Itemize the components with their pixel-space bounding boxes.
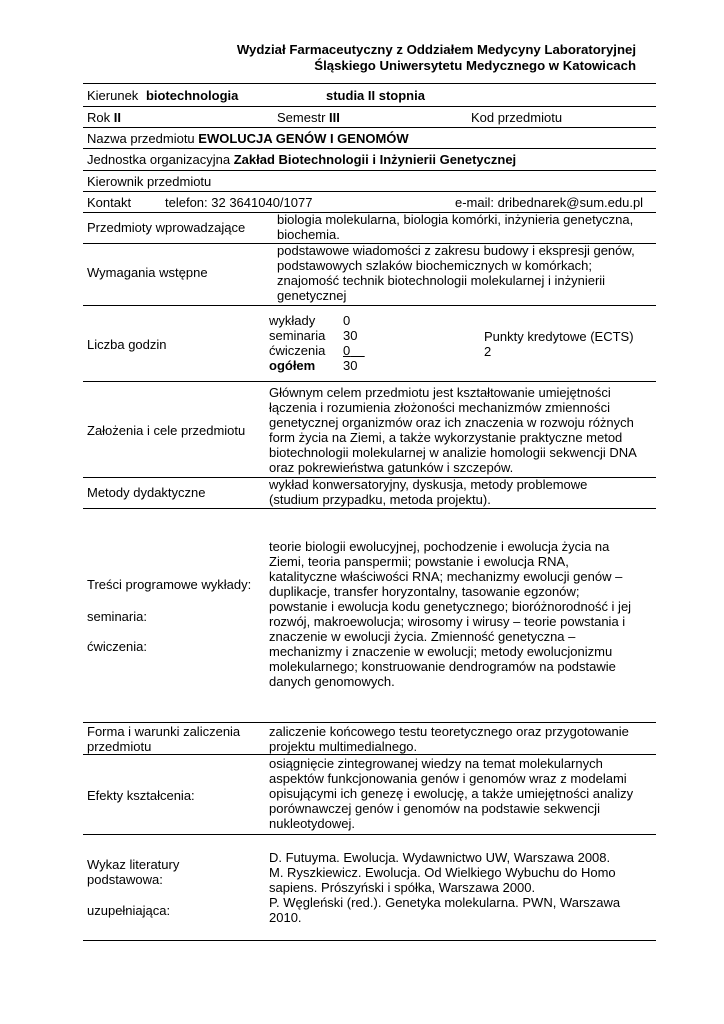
rule <box>83 305 656 306</box>
jednostka-label: Jednostka organizacyjna <box>87 152 231 167</box>
rule <box>83 508 656 509</box>
wymagania-text <box>277 243 635 303</box>
text-line: (studium przypadku, metoda projektu). <box>269 492 491 507</box>
text-line: biotechnologii molekularnej w analizie homologii sekwencji DNA <box>269 445 637 460</box>
rule <box>83 722 656 723</box>
forma-label <box>87 724 240 754</box>
text-line: biologia molekularna, biologia komórki, inżynieria genetyczna, <box>277 212 634 227</box>
text-line: wykład konwersatoryjny, dyskusja, metody problemowe <box>269 477 588 492</box>
rule <box>83 170 656 171</box>
ects <box>484 329 634 359</box>
text-line: znajomość technik biotechnologii molekularnej i inżynierii <box>277 273 606 288</box>
study-level: studia II stopnia <box>326 88 425 103</box>
text-line: podstawowe wiadomości z zakresu budowy i ekspresji genów, <box>277 243 635 258</box>
literatura-uzupelniajaca-label: uzupełniająca: <box>87 903 171 918</box>
text-line: molekularnego; konstruowanie dendrogramów na podstawie <box>269 659 616 674</box>
text-line: znaczenie w ewolucji życia. Zmienność genetyczna – <box>269 629 576 644</box>
label-line: przedmiotu <box>87 739 152 754</box>
kontakt-email: e-mail: dribednarek@sum.edu.pl <box>455 195 644 210</box>
rule <box>83 381 656 382</box>
kierunek-row <box>87 88 238 103</box>
reference-line: M. Ryszkiewicz. Ewolucja. Od Wielkiego Wybuchu do Homo <box>269 865 616 880</box>
text-line: Głównym celem przedmiotu jest kształtowanie umiejętności <box>269 385 611 400</box>
text-line: podstawowych szlaków biochemicznych w komórkach; <box>277 258 593 273</box>
rule <box>83 191 656 192</box>
godziny-label: Liczba godzin <box>87 337 167 352</box>
tresci-label-seminaria: seminaria: <box>87 609 147 624</box>
text-line: danych genomowych. <box>269 674 395 689</box>
rule <box>83 148 656 149</box>
zalozenia-text <box>269 385 637 475</box>
ects-value: 2 <box>484 344 492 359</box>
metody-label: Metody dydaktyczne <box>87 485 206 500</box>
nazwa-row <box>87 131 409 146</box>
rule <box>83 754 656 755</box>
reference-line: 2010. <box>269 910 302 925</box>
label-line: Forma i warunki zaliczenia <box>87 724 241 739</box>
jednostka-row <box>87 152 516 167</box>
label-line: Wykaz literatury <box>87 857 180 872</box>
faculty-name: Wydział Farmaceutyczny z Oddziałem Medycyny Laboratoryjnej <box>236 42 636 57</box>
wprowadzajace-label: Przedmioty wprowadzające <box>87 220 246 235</box>
text-line: genetycznej <box>277 288 347 303</box>
text-line: opisującymi ich genezę i ewolucję, a także umiejętności analizy <box>269 786 634 801</box>
tresci-label-wyklady: Treści programowe wykłady: <box>87 577 252 592</box>
literatura-label <box>87 857 179 887</box>
text-line: aspektów funkcjonowania genów i genomów wraz z modelami <box>269 771 627 786</box>
reference-line: sapiens. Prószyński i spółka, Warszawa 2000. <box>269 880 536 895</box>
text-line: duplikacje, transfer horyzontalny, tasowanie egzonów; <box>269 584 580 599</box>
label-line: podstawowa: <box>87 872 163 887</box>
kierownik-label: Kierownik przedmiotu <box>87 174 212 189</box>
text-line: form życia na Ziemi, a także wykorzystanie praktyczne metod <box>269 430 623 445</box>
semestr-row <box>277 110 340 125</box>
kontakt-phone: telefon: 32 3641040/1077 <box>165 195 313 210</box>
rule <box>83 127 656 128</box>
kierunek-label: Kierunek <box>87 88 139 103</box>
rok-row <box>87 110 121 125</box>
metody-text <box>269 477 587 507</box>
text-line: teorie biologii ewolucyjnej, pochodzenie i ewolucja życia na <box>269 539 610 554</box>
text-line: biochemia. <box>277 227 340 242</box>
semestr-label: Semestr <box>277 110 326 125</box>
nazwa-value: EWOLUCJA GENÓW I GENOMÓW <box>198 131 409 146</box>
wprowadzajace-text <box>277 212 633 242</box>
jednostka-value: Zakład Biotechnologii i Inżynierii Genetycznej <box>233 152 517 167</box>
text-line: genetycznej organizmów oraz ich znaczenia w rozwoju różnych <box>269 415 634 430</box>
tresci-label-cwiczenia: ćwiczenia: <box>87 639 147 654</box>
literatura-text <box>269 850 620 925</box>
text-line: oraz pokrewieństwa gatunków i szczepów. <box>269 460 514 475</box>
rok-label: Rok <box>87 110 111 125</box>
text-line: nukleotydowej. <box>269 816 355 831</box>
kod-label: Kod przedmiotu <box>471 110 563 125</box>
forma-text <box>269 724 629 754</box>
reference-line: P. Węgleński (red.). Genetyka molekularna. PWN, Warszawa <box>269 895 621 910</box>
tresci-text <box>269 539 631 689</box>
hours-table <box>269 313 365 373</box>
kierunek-value: biotechnologia <box>145 88 239 103</box>
hours-cwiczenia: ćwiczenia 0 <box>269 343 351 358</box>
rok-value: II <box>113 110 121 125</box>
efekty-text <box>269 756 633 831</box>
reference-line: D. Futuyma. Ewolucja. Wydawnictwo UW, Warszawa 2008. <box>269 850 611 865</box>
rule <box>83 940 656 941</box>
text-line: rozwój, makroewolucja; wirosomy i wirusy – teorie powstania i <box>269 614 626 629</box>
text-line: katalityczne właściwości RNA; mechanizmy ewolucji genów – <box>269 569 623 584</box>
university-name: Śląskiego Uniwersytetu Medycznego w Katowicach <box>314 58 636 73</box>
hours-wyklady: wykłady 0 <box>269 313 351 328</box>
text-line: projektu multimedialnego. <box>269 739 418 754</box>
zalozenia-label: Założenia i cele przedmiotu <box>87 423 246 438</box>
text-line: zaliczenie końcowego testu teoretycznego oraz przygotowanie <box>269 724 629 739</box>
semestr-value: III <box>329 110 340 125</box>
rule <box>83 83 656 84</box>
text-line: powstanie i ewolucja kodu genetycznego; bioróżnorodność i jej <box>269 599 632 614</box>
ects-label: Punkty kredytowe (ECTS) <box>484 329 634 344</box>
wymagania-label: Wymagania wstępne <box>87 265 208 280</box>
hours-ogolem: ogółem 30 <box>269 358 358 373</box>
text-line: mechanizmy i znaczenie w ewolucji; metody ewolucjonizmu <box>269 644 613 659</box>
text-line: Ziemi, teoria panspermii; powstanie i ewolucja RNA, <box>269 554 569 569</box>
rule <box>83 834 656 835</box>
text-line: osiągnięcie zintegrowanej wiedzy na temat molekularnych <box>269 756 603 771</box>
rule <box>83 106 656 107</box>
hours-seminaria: seminaria 30 <box>269 328 358 343</box>
efekty-label: Efekty kształcenia: <box>87 788 195 803</box>
text-line: łączenia i rozumienia złożoności mechanizmów zmienności <box>269 400 611 415</box>
text-line: porównawczej genów i genomów na podstawie sekwencji <box>269 801 600 816</box>
kontakt-label: Kontakt <box>87 195 132 210</box>
nazwa-label: Nazwa przedmiotu <box>87 131 195 146</box>
